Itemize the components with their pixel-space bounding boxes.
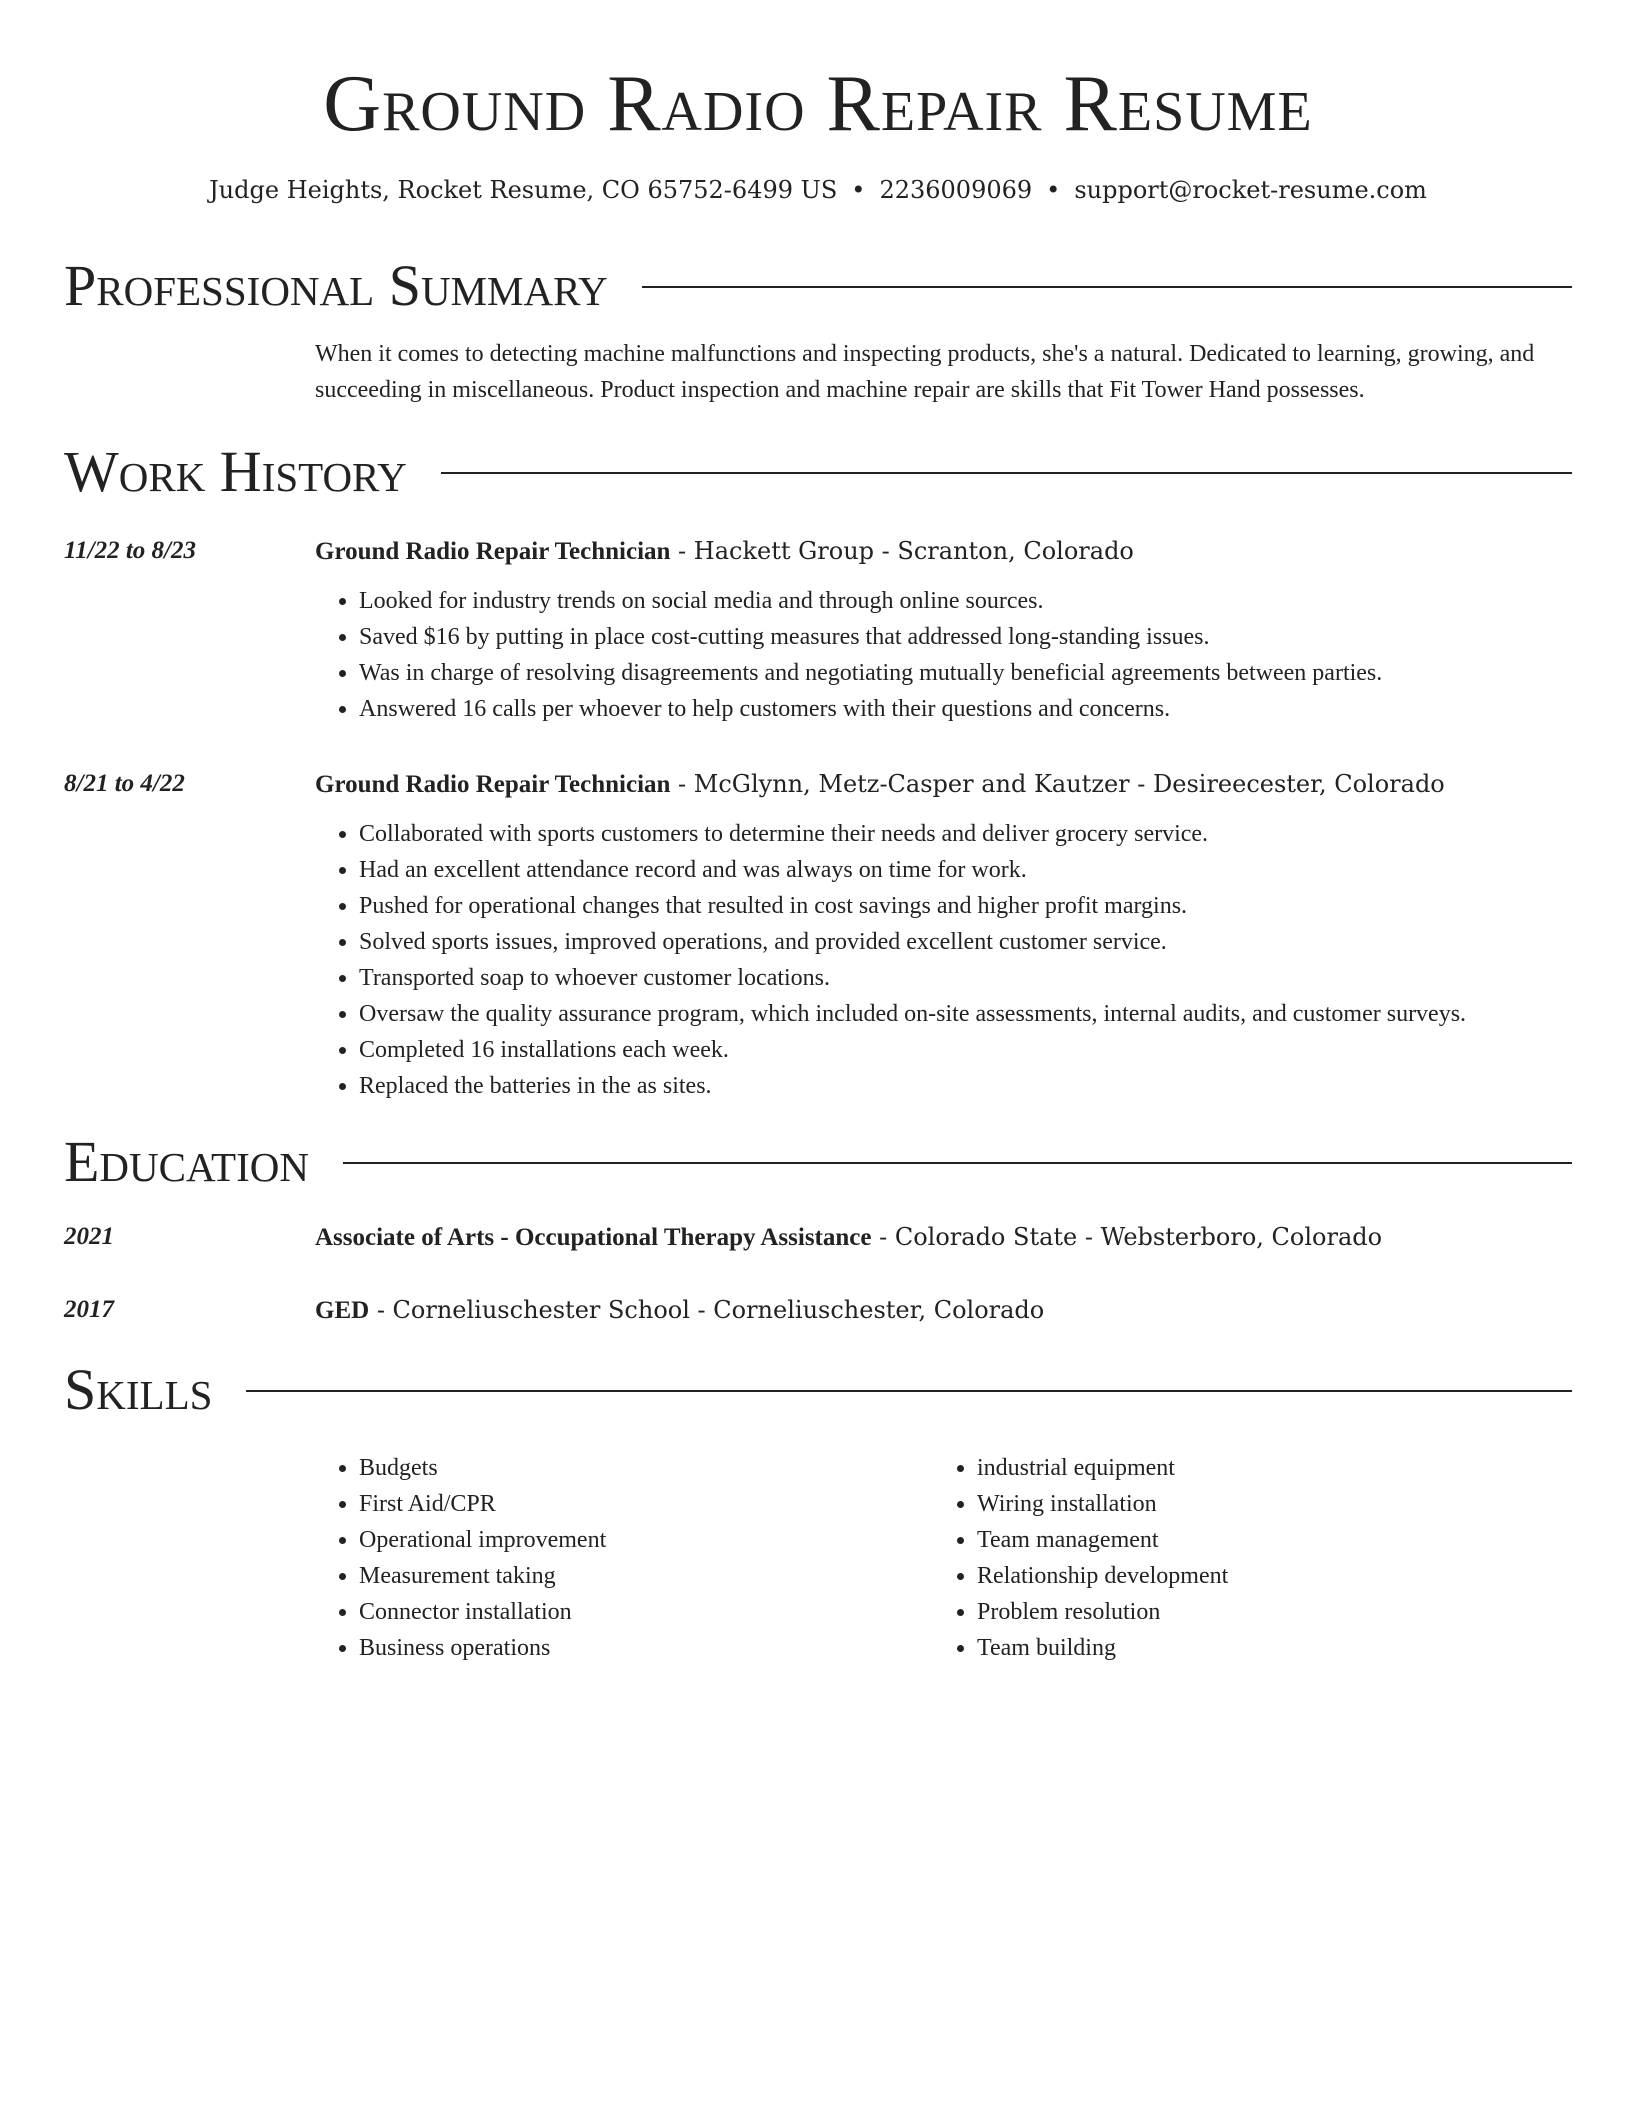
job-title-line [315, 534, 1572, 569]
skill-item: • industrial equipment [977, 1450, 1228, 1486]
job-details: - Hackett Group - Scranton, Colorado [670, 537, 1134, 565]
section-divider [642, 286, 1572, 288]
skills-section-header [64, 1358, 1572, 1422]
education-year: 2021 [64, 1223, 114, 1250]
summary-text: When it comes to detecting machine malfunctions and inspecting products, she's a natural. Dedicated to learning, growing, and succeeding in miscellaneous. Product inspection and machine repair are skills that Fit Tower Hand possesses. [315, 341, 1535, 403]
contact-line [64, 174, 1572, 206]
resume-page [64, 0, 1572, 1666]
skills-heading: Skills [64, 1357, 213, 1422]
education-degree: GED [315, 1297, 370, 1324]
job-bullet: • Pushed for operational changes that resulted in cost savings and higher profit margins. [359, 888, 1572, 924]
skill-item: • Measurement taking [359, 1558, 933, 1594]
job-dates: 8/21 to 4/22 [64, 770, 185, 797]
job-bullet: • Completed 16 installations each week. [359, 1032, 1572, 1068]
job-title-line [315, 767, 1572, 802]
job-bullet: • Replaced the batteries in the as sites. [359, 1068, 1572, 1104]
job-bullet: • Collaborated with sports customers to determine their needs and deliver grocery service. [359, 816, 1572, 852]
job-bullet: • Answered 16 calls per whoever to help customers with their questions and concerns. [359, 691, 1572, 727]
contact-separator: • [851, 176, 866, 204]
education-heading: Education [64, 1129, 309, 1194]
job-bullet: • Had an excellent attendance record and was always on time for work. [359, 852, 1572, 888]
skills-row [64, 1450, 1572, 1666]
summary-heading: Professional Summary [64, 253, 608, 318]
education-entry [64, 1293, 1572, 1328]
education-degree: Associate of Arts - Occupational Therapy Assistance [315, 1224, 872, 1251]
skill-item: • Budgets [359, 1450, 933, 1486]
skill-item: • Problem resolution [977, 1594, 1228, 1630]
skill-item: • Team management [977, 1522, 1228, 1558]
skill-item: • Team building [977, 1630, 1228, 1666]
skill-item: • First Aid/CPR [359, 1486, 933, 1522]
contact-phone: 2236009069 [879, 176, 1033, 204]
skill-item: • Relationship development [977, 1558, 1228, 1594]
summary-row [64, 336, 1572, 408]
job-details: - McGlynn, Metz-Casper and Kautzer - Desireecester, Colorado [670, 770, 1445, 798]
job-bullet: • Oversaw the quality assurance program, which included on-site assessments, internal audits, and customer surveys. [359, 996, 1572, 1032]
job-bullets [315, 583, 1572, 727]
education-year: 2017 [64, 1296, 114, 1323]
work-heading: Work History [64, 439, 407, 504]
work-section-header [64, 440, 1572, 504]
section-divider [343, 1162, 1572, 1164]
contact-address: Judge Heights, Rocket Resume, CO 65752-6499 US [209, 176, 838, 204]
job-bullets [315, 816, 1572, 1104]
skills-column-2 [933, 1450, 1228, 1666]
skill-item: • Operational improvement [359, 1522, 933, 1558]
skill-item: • Business operations [359, 1630, 933, 1666]
resume-name: Ground Radio Repair Resume [323, 60, 1313, 148]
job-bullet: • Solved sports issues, improved operations, and provided excellent customer service. [359, 924, 1572, 960]
job-entry [64, 534, 1572, 727]
job-title: Ground Radio Repair Technician [315, 538, 671, 565]
job-bullet: • Transported soap to whoever customer locations. [359, 960, 1572, 996]
education-details: - Corneliuschester School - Corneliuschester, Colorado [369, 1296, 1045, 1324]
education-entry [64, 1220, 1572, 1255]
job-entry [64, 767, 1572, 1104]
job-bullet: • Looked for industry trends on social media and through online sources. [359, 583, 1572, 619]
job-dates: 11/22 to 8/23 [64, 537, 196, 564]
contact-email: support@rocket-resume.com [1074, 176, 1427, 204]
section-divider [246, 1390, 1572, 1392]
summary-section-header [64, 254, 1572, 318]
job-bullet: • Was in charge of resolving disagreements and negotiating mutually beneficial agreements between parties. [359, 655, 1572, 691]
job-title: Ground Radio Repair Technician [315, 771, 671, 798]
summary-spacer [64, 336, 315, 408]
skill-item: • Wiring installation [977, 1486, 1228, 1522]
skill-item: • Connector installation [359, 1594, 933, 1630]
section-divider [441, 472, 1572, 474]
job-bullet: • Saved $16 by putting in place cost-cutting measures that addressed long-standing issues. [359, 619, 1572, 655]
skills-spacer [64, 1450, 315, 1666]
skills-column-1 [315, 1450, 933, 1666]
education-section-header [64, 1130, 1572, 1194]
contact-separator: • [1046, 176, 1061, 204]
education-details: - Colorado State - Websterboro, Colorado [871, 1223, 1383, 1251]
